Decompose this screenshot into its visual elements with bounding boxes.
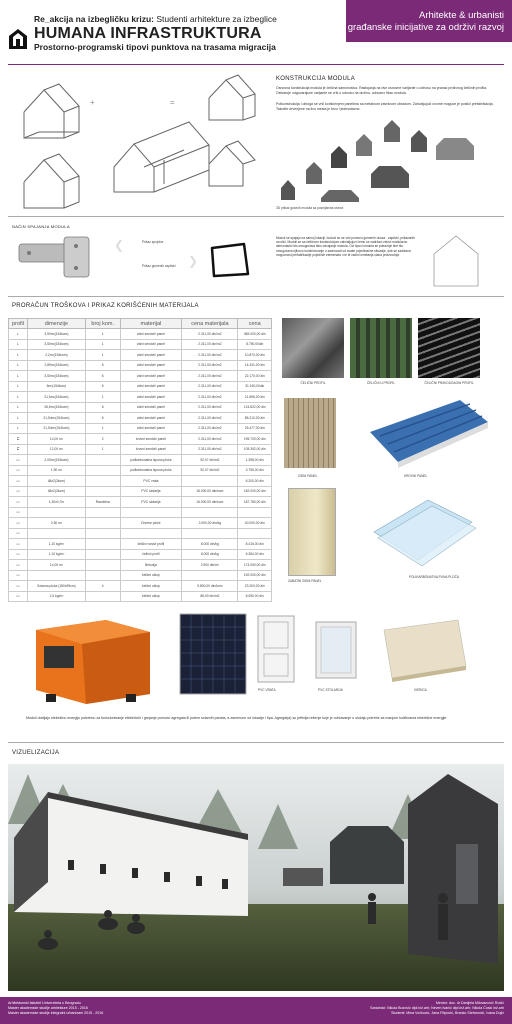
solar-panel-photo <box>178 612 248 696</box>
table-row <box>9 402 272 413</box>
title-block <box>34 14 334 53</box>
table-cell: zidni sendvič panel <box>120 329 182 340</box>
table-cell: 2.311,00 din/m2 <box>182 392 238 403</box>
table-cell: čelični uklop <box>120 591 182 602</box>
footer-faculty: Arhitektonski fakultet Univerziteta u Beogradu <box>8 1001 81 1005</box>
table-cell: 8.000 din/kg <box>182 549 238 560</box>
table-cell: 2 <box>85 434 120 445</box>
polycarbonate-sheet-photo <box>368 496 478 568</box>
table-cell: 2.311,00 din/m2 <box>182 423 238 434</box>
module-text-2: Potkonstrukcija i obloga se vrši korišćenjem panelima sa metalnom završnom obradom. Zahvaljujući ovome moguće je postići prefabrikacija. Također drvenjene na licu mesta je brzo i jednostavno. <box>276 102 494 111</box>
table-cell: čelični nosivi profil <box>120 539 182 550</box>
table-cell: L <box>9 402 28 413</box>
table-cell <box>85 518 120 529</box>
table-cell: ⊏ <box>9 444 28 455</box>
table-cell: ▭ <box>9 497 28 508</box>
table-cell: 182.000,00 din <box>238 486 272 497</box>
table-cell: 3,50m²(154kom) <box>27 371 85 382</box>
cost-table <box>8 318 272 602</box>
table-cell: 2.311,00 din/m2 <box>182 339 238 350</box>
table-row <box>9 339 272 350</box>
table-cell: 2,50 m² <box>27 518 85 529</box>
header-subtitle <box>34 14 334 25</box>
table-row <box>9 329 272 340</box>
header <box>0 0 512 62</box>
table-row <box>9 539 272 550</box>
rubber-gasket-image <box>204 240 254 280</box>
table-cell: 2,2m²(154kom) <box>27 350 85 361</box>
table-row <box>9 465 272 476</box>
table-cell <box>27 528 85 539</box>
module-section-title: KONSTRUKCIJA MODULA <box>276 76 356 82</box>
plus-sign: + <box>90 98 95 107</box>
table-cell: 2.311,00 din/m2 <box>182 444 238 455</box>
table-cell: zidni sendvič panel <box>120 392 182 403</box>
module-section-icon <box>428 232 484 290</box>
caption-chipboard: IVERICA <box>414 688 427 692</box>
table-cell: ▭ <box>9 528 28 539</box>
table-cell: ▭ <box>9 455 28 466</box>
table-cell: 1.398,00 din <box>238 455 272 466</box>
table-cell: zidni sendvič panel <box>120 360 182 371</box>
table-cell: 3,50m²(154kom) <box>27 329 85 340</box>
divider-1 <box>8 216 504 217</box>
wall-panel-photo <box>284 398 336 468</box>
caption-gable-panel: ZABATNI ZIDNI PANEL <box>288 579 322 583</box>
arrow-left-icon: ❮ <box>114 238 125 252</box>
table-cell: 2.311,00 din/m2 <box>182 350 238 361</box>
gasket-label: Prikaz gumenih zaptivki <box>142 264 176 268</box>
table-cell: 6m²(154kom) <box>27 381 85 392</box>
table-cell: zidni sendvič panel <box>120 402 182 413</box>
steel-u-profile-photo <box>350 318 412 378</box>
assembly-section-title: NAČIN SPAJANJA MODULA <box>12 224 70 229</box>
table-cell: 1,10 kg/m² <box>27 539 85 550</box>
roof-panel-photo <box>360 392 492 472</box>
table-cell: ▭ <box>9 476 28 487</box>
table-cell: čelični uklop <box>120 581 182 592</box>
org-line-2: i građanske inicijative za održivi razvoj <box>342 22 504 33</box>
org-line-1: Arhitekte & urbanisti <box>418 10 504 21</box>
caption-steel-rect: ČELIČNI PRAVOUGAONI PROFIL <box>424 381 474 385</box>
table-cell: zidni sendvič panel <box>120 371 182 382</box>
divider-3 <box>8 742 504 743</box>
table-cell: ⊏ <box>9 434 28 445</box>
table-cell: 8.050,00 din <box>238 591 272 602</box>
table-cell: 1 <box>85 444 120 455</box>
caption-wall-panel: ZIDNI PANEL <box>298 474 318 478</box>
col-cena: cena <box>238 319 272 329</box>
generator-photo <box>26 610 156 706</box>
table-cell: polikarbonatna ispuna ploča <box>120 455 182 466</box>
table-cell: 16.000,00 din/kom <box>182 486 238 497</box>
gable-panel-photo <box>288 488 336 576</box>
table-cell <box>85 539 120 550</box>
table-cell: 2.311,00 din/m2 <box>182 329 238 340</box>
subtitle-rest: Studenti arhitekture za izbeglice <box>154 14 277 24</box>
table-cell <box>85 476 120 487</box>
table-row <box>9 507 272 518</box>
table-cell: ▭ <box>9 486 28 497</box>
table-cell: 5.800,00 din/kom <box>182 581 238 592</box>
table-row <box>9 455 272 466</box>
table-cell: 195.700,00 din <box>238 434 272 445</box>
table-cell: 2.311,00 din/m2 <box>182 360 238 371</box>
table-cell: L <box>9 371 28 382</box>
caption-polycarbonate: POLIKARBONATNA PUNA PLOČA <box>408 575 460 579</box>
table-cell: 12,00 m² <box>27 444 85 455</box>
footer-program-1: Master akademske studije arhitekture 2015 - 2016 <box>8 1006 88 1010</box>
table-row <box>9 381 272 392</box>
page-title: HUMANA INFRASTRUKTURA <box>34 25 262 42</box>
table-cell: 1 <box>85 350 120 361</box>
table-cell: L <box>9 423 28 434</box>
table-row <box>9 423 272 434</box>
table-cell: čelični profil <box>120 549 182 560</box>
table-cell: 2.000,00 din/kg <box>182 518 238 529</box>
table-cell: zidni sendvič panel <box>120 381 182 392</box>
table-cell: 31.160,00din <box>238 381 272 392</box>
table-cell: L <box>9 339 28 350</box>
table-cell: 48x2(2kom) <box>27 476 85 487</box>
table-row <box>9 591 272 602</box>
footer <box>0 997 512 1024</box>
table-cell: 22.170,00 din <box>238 371 272 382</box>
table-cell <box>85 570 120 581</box>
table-row <box>9 434 272 445</box>
table-cell <box>182 528 238 539</box>
col-materijal: materijal <box>120 319 182 329</box>
steel-profile-photo <box>282 318 344 378</box>
hinge-latch-image <box>14 232 114 282</box>
table-cell: 6 <box>85 413 120 424</box>
caption-pvc-window: PVC STOLARIJA <box>318 688 343 692</box>
module-text-1: Osnovna konstrukcija modula je čelična samonosiva. Rastojanja na dve osnovne varijante u odnosu na pranac protivnog čeličnih profila. Ostvaruje odgovarajuće varijante se vrši u odnosu na dužinu, odnosno fiksu modula. <box>276 86 487 95</box>
table-cell: 2.311,00 din/m2 <box>182 413 238 424</box>
table-cell: 6 <box>85 381 120 392</box>
footer-program-2: Master akademske studije integralni urbanizam 2015 - 2016 <box>8 1011 104 1015</box>
table-cell: 187.780,00 din <box>238 497 272 508</box>
chipboard-photo <box>380 616 470 682</box>
divider-2 <box>8 296 504 297</box>
table-cell: 6.384,00 din <box>238 549 272 560</box>
table-cell: 2.311,00 din/m2 <box>182 381 238 392</box>
equals-sign: = <box>170 98 175 107</box>
table-cell: 88,00 din/m2 <box>182 591 238 602</box>
table-cell: krovni sendvič panel <box>120 444 182 455</box>
table-cell <box>27 507 85 518</box>
table-cell: 2.311,00 din/m2 <box>182 371 238 382</box>
costs-section-title: PRORAČUN TROŠKOVA I PRIKAZ KORIŠĆENIH MATERIJALA <box>12 303 199 309</box>
visual-section-title: VIZUELIZACIJA <box>12 750 60 756</box>
table-cell: zidni sendvič panel <box>120 339 182 350</box>
table-row <box>9 392 272 403</box>
table-cell: zidni sendvič panel <box>120 413 182 424</box>
table-row <box>9 528 272 539</box>
table-cell: 26,6m²(154kom) <box>27 402 85 413</box>
table-cell: 1,30x0,7m <box>27 497 85 508</box>
table-cell: 14,00 m² <box>27 434 85 445</box>
table-cell: 14.431,00 din <box>238 360 272 371</box>
assembly-text: Moduli se spajaju na samoj lokaciji, budući su se vrši pomoću gumenih ukosa - zaptivki, prikazanih na slici. Moduli se sa čeličnom konstrukcijom zahvaljujući čemu se zadržavi zidovi modularno demontažni što omogućava lako odvajanje modula. Ovi tipovi modula se potražnje šire što omogućava njihovo kombinovanje u zavisnosti od svake pojedinačne situacije, dok se zadržava mogućnost prefabrikacije pojedinih elemenata i ne bi načini ometanja ciana proizvodnje. <box>276 236 415 257</box>
table-cell <box>85 560 120 571</box>
table-row <box>9 413 272 424</box>
table-cell <box>182 570 238 581</box>
footer-students: Studenti: Mina Vučković, Jana Filipović, Branko Stefanović, Ivana Dujić <box>391 1011 504 1015</box>
table-cell: L <box>9 329 28 340</box>
header-divider <box>8 64 504 65</box>
cost-table-header <box>9 319 272 329</box>
table-cell: 92,07 din/m2 <box>182 455 238 466</box>
table-cell: ▭ <box>9 581 28 592</box>
table-cell: čelični uklop <box>120 570 182 581</box>
table-cell: 1 <box>85 392 120 403</box>
table-cell: 365.000,00 din <box>238 329 272 340</box>
table-cell: PVC stolarija <box>120 497 182 508</box>
table-cell: 21,54m²(154kom) <box>27 423 85 434</box>
table-row <box>9 549 272 560</box>
table-cell: 1 <box>85 329 120 340</box>
table-cell <box>120 528 182 539</box>
table-cell: zidni sendvič panel <box>120 350 182 361</box>
caption-steel-profile: ČELIČNI PROFIL <box>300 381 326 385</box>
table-cell <box>85 486 120 497</box>
table-cell: L <box>9 350 28 361</box>
table-cell: 2,00m²(154kom) <box>27 455 85 466</box>
table-cell: 2.311,00 din/m2 <box>182 402 238 413</box>
table-cell: PVC stolarija <box>120 486 182 497</box>
table-row <box>9 497 272 508</box>
table-cell: ▭ <box>9 570 28 581</box>
table-cell: ▭ <box>9 591 28 602</box>
table-cell: 10.870,00 din <box>238 350 272 361</box>
table-cell <box>182 507 238 518</box>
table-cell: 192.000,00 din <box>238 570 272 581</box>
equipment-text: Moduli dobijaju električnu energiju potrebnu za funkcionisanje električnih i grejanje pomoću agregata ili putem solarnih panela, a zamenom od lokacije i tipa. Agregat(a) su jeftinija rešenje koje je održavanje u služaju potrebe za manjom količinama električne energije. <box>26 716 448 720</box>
cost-table-body <box>9 329 272 602</box>
footer-mentor: Mentor: doc. dr Danijela Milovanović Rodić <box>435 1001 504 1005</box>
modules-3d-render <box>276 118 502 202</box>
table-cell: 1 <box>85 339 120 350</box>
table-cell: 3.750,00 din <box>238 465 272 476</box>
pvc-door-photo <box>256 614 296 684</box>
col-broj-kom: broj kom. <box>85 319 120 329</box>
table-cell: Drvene ploče <box>120 518 182 529</box>
table-cell <box>85 465 120 476</box>
table-cell: 8.416,00 din <box>238 539 272 550</box>
table-cell: 6.200,00 din <box>238 476 272 487</box>
footer-assistants: Saradnici: Nikola Bozović dipl.inž.arh; Neven Ivanić dipl.inž.arh; Nikola Ćosić inž.arh <box>370 1006 504 1010</box>
table-cell: L <box>9 360 28 371</box>
table-row <box>9 570 272 581</box>
steel-rect-profile-photo <box>418 318 480 378</box>
table-cell: ▭ <box>9 549 28 560</box>
table-row <box>9 360 272 371</box>
table-cell <box>85 549 120 560</box>
table-row <box>9 371 272 382</box>
table-cell: 14,00 m² <box>27 560 85 571</box>
table-cell: Solarna ploča (180x99cm) <box>27 581 85 592</box>
table-cell: ▭ <box>9 465 28 476</box>
table-cell <box>27 570 85 581</box>
module-frame-diagrams <box>14 72 264 212</box>
subtitle-bold: Re_akcija na izbegličku krizu: <box>34 14 154 24</box>
table-cell: 1 <box>85 423 120 434</box>
col-cena-materijala: cena materijala <box>182 319 238 329</box>
table-cell: 2.900 din/m³ <box>182 560 238 571</box>
table-row <box>9 444 272 455</box>
table-cell: 6 <box>85 360 120 371</box>
visualization-render <box>8 764 504 991</box>
organization-band <box>342 0 512 42</box>
table-cell: Razdelna <box>85 497 120 508</box>
table-cell: L <box>9 413 28 424</box>
table-cell: 25.477,00 din <box>238 423 272 434</box>
table-row <box>9 581 272 592</box>
table-cell: ▭ <box>9 560 28 571</box>
table-cell: PVC vrata <box>120 476 182 487</box>
table-cell: 2.311,00 din/m2 <box>182 434 238 445</box>
table-cell: Betonija <box>120 560 182 571</box>
table-cell: 21.896,00 din <box>238 392 272 403</box>
table-cell: 40.000,00 din <box>238 518 272 529</box>
table-cell: 85.210,00 din <box>238 413 272 424</box>
table-cell <box>85 591 120 602</box>
table-cell: 21,54m²(154kom) <box>27 413 85 424</box>
table-cell: 6 <box>85 402 120 413</box>
table-cell: 174.000,00 din <box>238 560 272 571</box>
table-cell: L <box>9 392 28 403</box>
table-cell: 105.392,00 din <box>238 444 272 455</box>
table-cell: polikarbonatna ispuna ploča <box>120 465 182 476</box>
table-cell: 8.750,00din <box>238 339 272 350</box>
logo-icon <box>8 28 28 50</box>
table-row <box>9 518 272 529</box>
col-dimenzije: dimenzije <box>27 319 85 329</box>
caption-steel-u: ČELIČNI U PROFIL <box>366 381 396 385</box>
table-cell: L <box>9 381 28 392</box>
caption-roof-panel: KROVNI PANEL <box>404 474 428 478</box>
latch-label: Prikaz spojnice <box>142 240 164 244</box>
table-cell <box>120 507 182 518</box>
table-cell: 124.822,00 din <box>238 402 272 413</box>
table-row <box>9 560 272 571</box>
table-cell: 2,89m²(154kom) <box>27 360 85 371</box>
table-cell: 1,5 kg/m² <box>27 591 85 602</box>
table-cell: 1,90 m² <box>27 465 85 476</box>
arrow-right-icon: ❯ <box>188 254 199 268</box>
table-cell: krovni sendvič panel <box>120 434 182 445</box>
table-row <box>9 476 272 487</box>
table-cell: ▭ <box>9 518 28 529</box>
page-tagline: Prostorno-programski tipovi punktova na trasama migracija <box>34 42 276 52</box>
table-cell: ▭ <box>9 539 28 550</box>
caption-pvc-door: PVC VRATA <box>258 688 276 692</box>
table-cell: 3,50m²(154kom) <box>27 339 85 350</box>
table-row <box>9 486 272 497</box>
table-cell: 92,07 din/m2 <box>182 465 238 476</box>
table-cell: 23.200,00 din <box>238 581 272 592</box>
table-cell: 48x2(2kom) <box>27 486 85 497</box>
table-cell: 16.000,00 din/kom <box>182 497 238 508</box>
table-cell: ▭ <box>9 507 28 518</box>
table-cell <box>182 476 238 487</box>
table-cell: 1,10 kg/m² <box>27 549 85 560</box>
table-cell <box>85 507 120 518</box>
table-row <box>9 350 272 361</box>
table-cell <box>238 507 272 518</box>
table-cell <box>85 455 120 466</box>
table-cell <box>238 528 272 539</box>
pvc-window-photo <box>314 620 358 680</box>
table-cell: 21,6m²(154kom) <box>27 392 85 403</box>
col-profil: profil <box>9 319 28 329</box>
table-cell: 4 <box>85 581 120 592</box>
module-3d-caption: 3D prikaz gotovih modula sa posmjanina otvora <box>276 206 344 210</box>
table-cell: zidni sendvič panel <box>120 423 182 434</box>
table-cell: 8.000 din/kg <box>182 539 238 550</box>
table-cell <box>85 528 120 539</box>
table-cell: 6 <box>85 371 120 382</box>
